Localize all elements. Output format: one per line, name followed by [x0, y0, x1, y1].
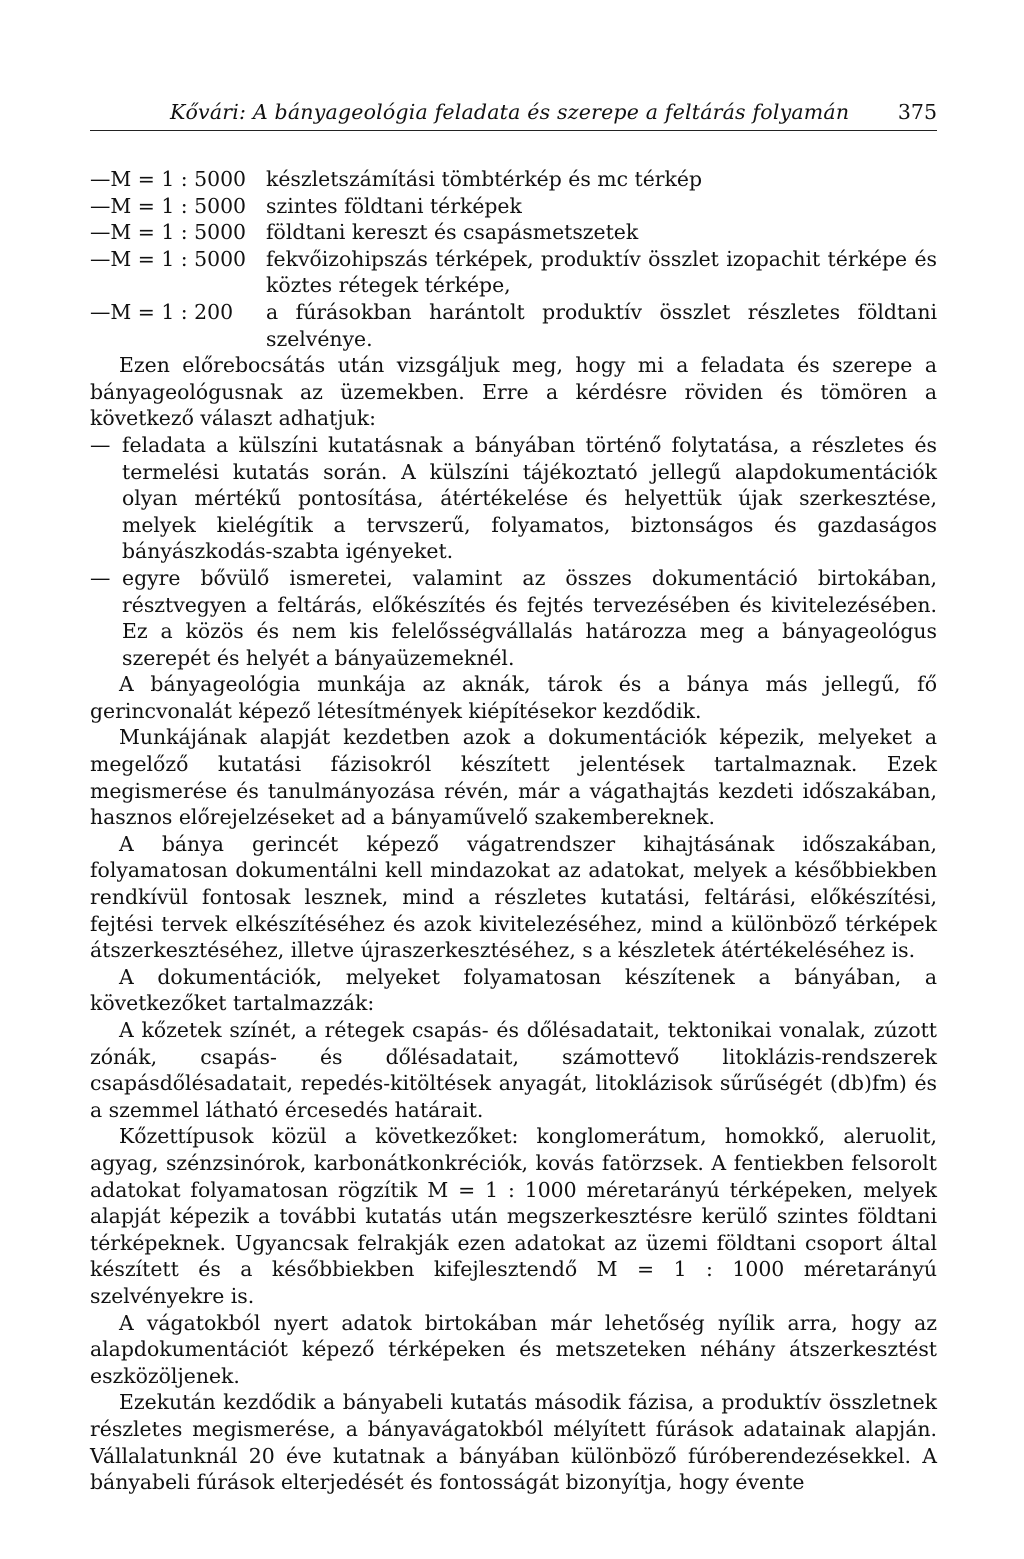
paragraph: A dokumentációk, melyeket folyamatosan készítenek a bányában, a következőket tartalmazzák:	[90, 964, 937, 1016]
map-list-item	[90, 193, 937, 220]
scale-label: —M = 1 : 5000	[90, 167, 247, 191]
dash-list-item	[90, 432, 937, 565]
body-text	[90, 166, 937, 1496]
map-list-item	[90, 299, 937, 352]
map-description: szintes földtani térképek	[266, 193, 522, 218]
map-description: földtani kereszt és csapásmetszetek	[266, 220, 639, 245]
paragraph: Ezekután kezdődik a bányabeli kutatás második fázisa, a produktív összletnek részletes megismerése, a bányavágatokból mélyített fúrások adatainak alapján. Vállalatunknál 20 éve kutatnak a bányában különböző fúróberendezésekkel. A bányabeli fúrások elterjedését és fontosságát bizonyítja, hogy évente	[90, 1390, 937, 1495]
dash-item-text: feladata a külszíni kutatásnak a bányában történő folytatása, a részletes és termelési kutatás során. A külszíni tájékoztató jellegű alapdokumentációk olyan mértékű pontosítása, átértékelése és helyettük újak szerkesztése, melyek kielégítik a tervszerű, folyamatos, biztonságos és gazdaságos bányászkodás-szabta igényeket.	[122, 432, 937, 564]
dash-list-item	[90, 565, 937, 671]
map-description: a fúrásokban harántolt produktív összlet részletes földtani szelvénye.	[266, 299, 937, 351]
paragraph: A bánya gerincét képező vágatrendszer kihajtásának időszakában, folyamatosan dokumentálni kell mindazokat az adatokat, melyek a későbbiekben rendkívül fontosak lesznek, mind a részletes kutatási, feltárási, előkészítési, fejtési tervek elkészítéséhez és azok kivitelezéséhez, mind a különböző térképek átszerkesztéséhez, illetve újraszerkesztéséhez, s a készletek átértékeléséhez is.	[90, 831, 937, 963]
dash-bullet: —	[90, 565, 111, 590]
map-description: készletszámítási tömbtérkép és mc térkép	[266, 167, 703, 191]
running-header	[90, 96, 937, 131]
paragraph: A kőzetek színét, a rétegek csapás- és dőlésadatait, tektonikai vonalak, zúzott zónák, csapás- és dőlésadatait, számottevő litoklázis-rendszerek csapásdőlésadatait, repedés-kitöltések anyagát, litoklázisok sűrűségét (db)fm) és a szemmel látható ércesedés határait.	[90, 1018, 937, 1122]
dash-bullet: —	[90, 432, 111, 457]
map-list-item	[90, 166, 937, 193]
scale-label: —M = 1 : 5000	[90, 193, 247, 218]
scale-label: —M = 1 : 5000	[90, 246, 247, 271]
paragraph: Kőzettípusok közül a következőket: konglomerátum, homokkő, aleruolit, agyag, szénzsinórok, karbonátkonkréciók, kovás fatörzsek. A fentiekben felsorolt adatokat folyamatosan rögzítik M = 1 : 1000 méretarányú térképeken, melyek alapját képezik a további kutatás után megszerkesztésre kerülő szintes földtani térképeknek. Ugyancsak felrakják ezen adatokat az üzemi földtani csoport által készített és a későbbiekben kifejlesztendő M = 1 : 1000 méretarányú szelvényekre is.	[90, 1124, 937, 1308]
dash-item-text: egyre bővülő ismeretei, valamint az összes dokumentáció birtokában, résztvegyen a feltárás, előkészítés és fejtés tervezésében és kivitelezésében. Ez a közös és nem kis felelősségvállalás határozza meg a bányageológus szerepét és helyét a bányaüzemeknél.	[122, 565, 937, 670]
paragraph: A vágatokból nyert adatok birtokában már lehetőség nyílik arra, hogy az alapdokumentációt képező térképeken és metszeteken néhány átszerkesztést eszközöljenek.	[90, 1310, 937, 1388]
paragraph: Munkájának alapját kezdetben azok a dokumentációk képezik, melyeket a megelőző kutatási fázisokról készített jelentések tartalmaznak. Ezek megismerése és tanulmányozása révén, már a vágathajtás kezdeti időszakában, hasznos előrejelzéseket ad a bányaművelő szakembereknek.	[90, 725, 937, 830]
paragraph: A bányageológia munkája az aknák, tárok és a bánya más jellegű, fő gerincvonalát képező létesítmények kiépítésekor kezdődik.	[90, 672, 937, 723]
paragraph-intro: Ezen előrebocsátás után vizsgáljuk meg, hogy mi a feladata és szerepe a bányageológusnak az üzemekben. Erre a kérdésre röviden és tömören a következő választ adhatjuk:	[90, 353, 937, 431]
map-list-item	[90, 219, 937, 246]
page-number: 375	[897, 100, 937, 124]
map-description: fekvőizohipszás térképek, produktív összlet izopachit térképe és köztes rétegek térképe,	[266, 246, 937, 298]
map-list-item	[90, 246, 937, 299]
header-title: Kővári: A bányageológia feladata és szerepe a feltárás folyamán	[170, 100, 850, 124]
scale-label: —M = 1 : 5000	[90, 220, 247, 245]
scale-label: —M = 1 : 200	[90, 299, 234, 324]
